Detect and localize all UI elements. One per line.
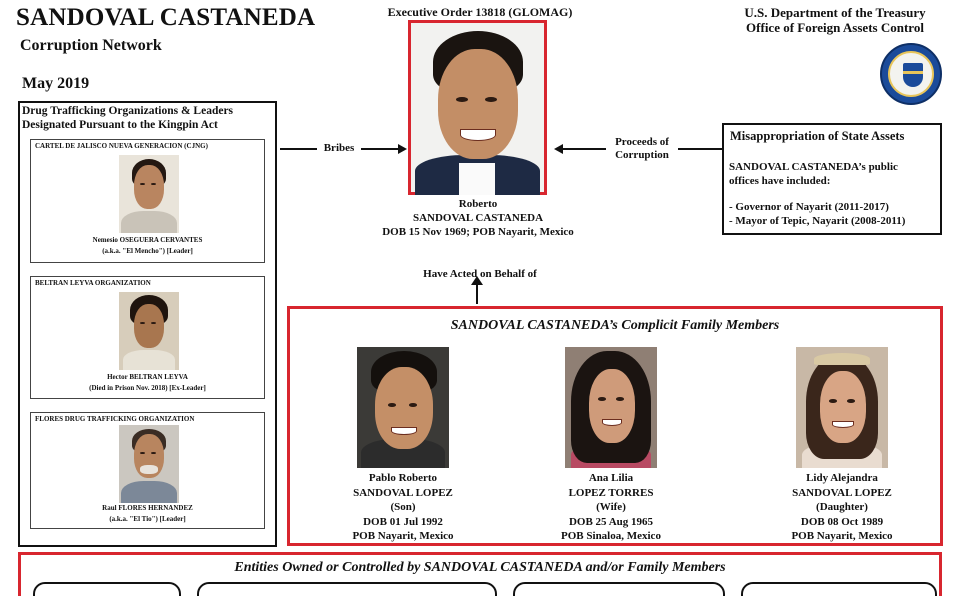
assets-title: Misappropriation of State Assets (730, 129, 905, 143)
entities-title: Entities Owned or Controlled by SANDOVAL CASTANEDA and/or Family Members (234, 560, 726, 575)
member-pob: POB Sinaloa, Mexico (561, 530, 661, 542)
agency-label (720, 5, 950, 35)
org-name: FLORES DRUG TRAFFICKING ORGANIZATION (35, 415, 195, 423)
dto-heading-line-2: Designated Pursuant to the Kingpin Act (22, 119, 218, 131)
member-last-name: SANDOVAL LOPEZ (792, 486, 892, 499)
assets-intro-line-2: offices have included: (729, 175, 831, 187)
member-relation: (Daughter) (816, 501, 868, 513)
family-title: SANDOVAL CASTANEDA’s Complicit Family Members (450, 318, 780, 333)
org-person-name: Hector BELTRAN LEYVA (107, 373, 188, 381)
member-last-name: SANDOVAL LOPEZ (353, 486, 453, 499)
person-photo-flores (119, 425, 179, 503)
org-box-cjng (30, 139, 265, 263)
agency-line-2: Office of Foreign Assets Control (746, 20, 924, 35)
entities-box (18, 552, 942, 596)
proceeds-label-line-1: Proceeds of (615, 136, 669, 148)
person-photo-beltran (119, 292, 179, 370)
member-dob: DOB 25 Aug 1965 (568, 515, 654, 528)
bribes-arrowhead (398, 144, 407, 154)
main-person-caption (360, 197, 596, 239)
entity-box (513, 582, 725, 596)
org-person-note: (Died in Prison Nov. 2018) [Ex-Leader] (89, 384, 206, 392)
member-relation: (Son) (390, 501, 416, 513)
person-photo-oseguera (119, 155, 179, 233)
org-person-name: Raul FLORES HERNANDEZ (102, 504, 193, 512)
member-first-name: Lidy Alejandra (806, 472, 878, 484)
family-member-wife (536, 347, 686, 544)
entity-box (741, 582, 937, 596)
main-person-dob-pob: DOB 15 Nov 1969; POB Nayarit, Mexico (382, 226, 574, 238)
main-person-first-name: Roberto (458, 198, 498, 210)
member-last-name: LOPEZ TORRES (568, 486, 654, 499)
executive-order-label: Executive Order 13818 (GLOMAG) (387, 5, 573, 19)
wife-photo (565, 347, 657, 468)
entity-box (197, 582, 497, 596)
diagram-date: May 2019 (22, 75, 90, 92)
main-person-photo (408, 20, 547, 195)
assets-office-2: - Mayor of Tepic, Nayarit (2008-2011) (729, 215, 906, 227)
member-first-name: Ana Lilia (588, 472, 634, 484)
proceeds-label (606, 136, 678, 162)
agency-line-1: U.S. Department of the Treasury (744, 5, 926, 20)
dto-heading-line-1: Drug Trafficking Organizations & Leaders (22, 105, 234, 117)
member-relation: (Wife) (596, 501, 626, 513)
acted-on-behalf-label: Have Acted on Behalf of (423, 268, 537, 280)
diagram-subtitle: Corruption Network (20, 37, 162, 54)
proceeds-label-line-2: Corruption (615, 149, 669, 161)
assets-intro-line-1: SANDOVAL CASTANEDA’s public (729, 161, 898, 173)
org-person-note: (a.k.a. "El Mencho") [Leader] (102, 247, 193, 255)
family-member-daughter (767, 347, 917, 544)
member-first-name: Pablo Roberto (368, 472, 438, 484)
family-member-son (328, 347, 478, 544)
member-dob: DOB 01 Jul 1992 (363, 515, 443, 528)
son-photo (357, 347, 449, 468)
member-dob: DOB 08 Oct 1989 (800, 515, 884, 528)
org-person-name: Nemesio OSEGUERA CERVANTES (92, 236, 203, 244)
diagram-title: SANDOVAL CASTANEDA (16, 4, 316, 31)
org-name: CARTEL DE JALISCO NUEVA GENERACION (CJNG) (35, 142, 208, 150)
assets-office-1: - Governor of Nayarit (2011-2017) (729, 201, 889, 213)
dto-panel-heading (22, 104, 274, 132)
treasury-seal-icon (880, 43, 942, 105)
entity-box (33, 582, 181, 596)
acted-arrow-line (476, 282, 478, 304)
main-person-last-name: SANDOVAL CASTANEDA (412, 212, 544, 224)
org-person-note: (a.k.a. "El Tio") [Leader] (109, 515, 186, 523)
family-box (287, 306, 943, 546)
proceeds-arrowhead (554, 144, 563, 154)
member-pob: POB Nayarit, Mexico (352, 530, 454, 542)
org-box-beltran-leyva (30, 276, 265, 399)
assets-box (722, 123, 942, 235)
org-box-flores (30, 412, 265, 529)
acted-arrowhead (471, 276, 483, 285)
daughter-photo (796, 347, 888, 468)
org-name: BELTRAN LEYVA ORGANIZATION (35, 279, 151, 287)
member-pob: POB Nayarit, Mexico (791, 530, 893, 542)
bribes-label: Bribes (317, 142, 361, 155)
